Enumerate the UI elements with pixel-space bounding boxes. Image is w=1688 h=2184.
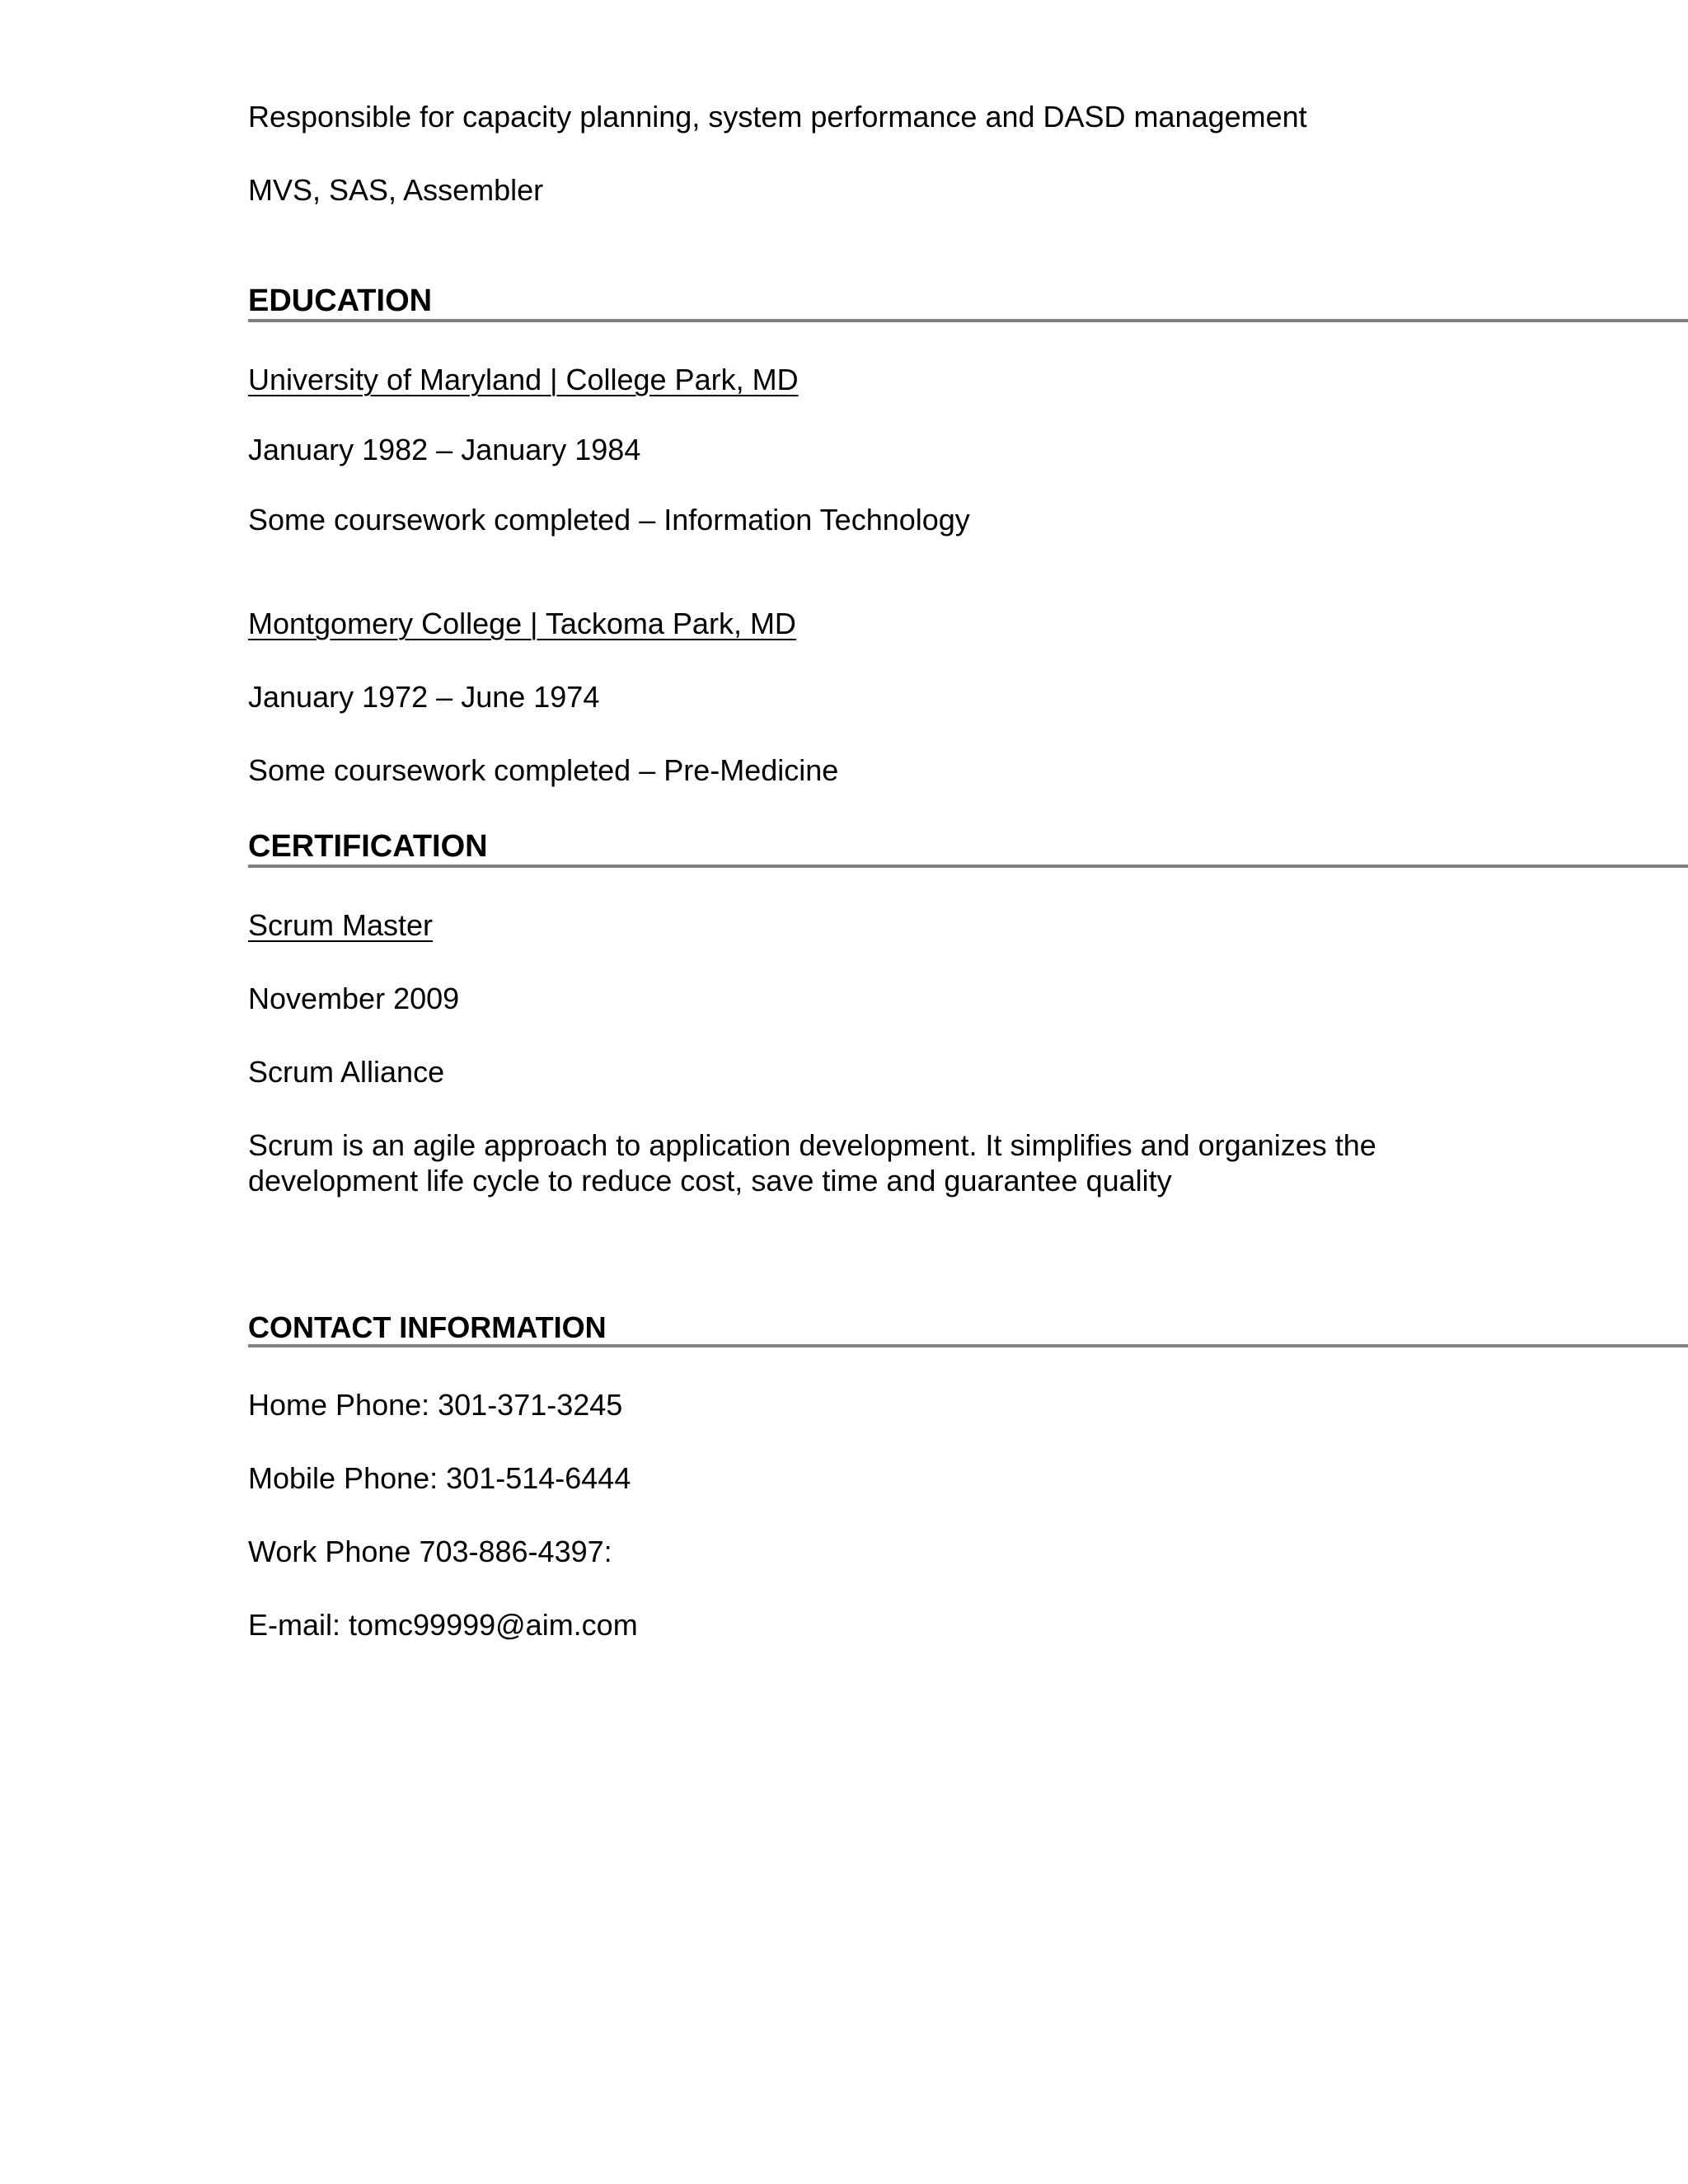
contact-divider — [248, 1344, 1688, 1347]
responsibility-text: Responsible for capacity planning, system performance and DASD management — [248, 100, 1307, 134]
mobile-phone: Mobile Phone: 301-514-6444 — [248, 1461, 631, 1495]
contact-heading: CONTACT INFORMATION — [248, 1310, 607, 1344]
education-divider — [248, 319, 1688, 322]
education-details-2: Some coursework completed – Pre-Medicine — [248, 753, 839, 787]
certification-name: Scrum Master — [248, 908, 434, 942]
certification-description: Scrum is an agile approach to application development. It simplifies and organizes the development life cycle to reduce cost, save time and guarantee quality — [248, 1128, 1376, 1197]
certification-heading: CERTIFICATION — [248, 829, 488, 864]
education-school-1: University of Maryland | College Park, MD — [248, 363, 799, 396]
education-dates-2: January 1972 – June 1974 — [248, 680, 600, 714]
certification-issuer: Scrum Alliance — [248, 1055, 445, 1089]
education-details-1: Some coursework completed – Information Technology — [248, 503, 970, 537]
work-phone: Work Phone 703-886-4397: — [248, 1535, 612, 1568]
education-school-2: Montgomery College | Tackoma Park, MD — [248, 607, 796, 640]
home-phone: Home Phone: 301-371-3245 — [248, 1388, 623, 1422]
education-dates-1: January 1982 – January 1984 — [248, 433, 641, 466]
certification-divider — [248, 865, 1688, 868]
email-address: E-mail: tomc99999@aim.com — [248, 1608, 638, 1642]
education-heading: EDUCATION — [248, 284, 433, 318]
certification-date: November 2009 — [248, 982, 460, 1015]
skills-text: MVS, SAS, Assembler — [248, 173, 544, 207]
